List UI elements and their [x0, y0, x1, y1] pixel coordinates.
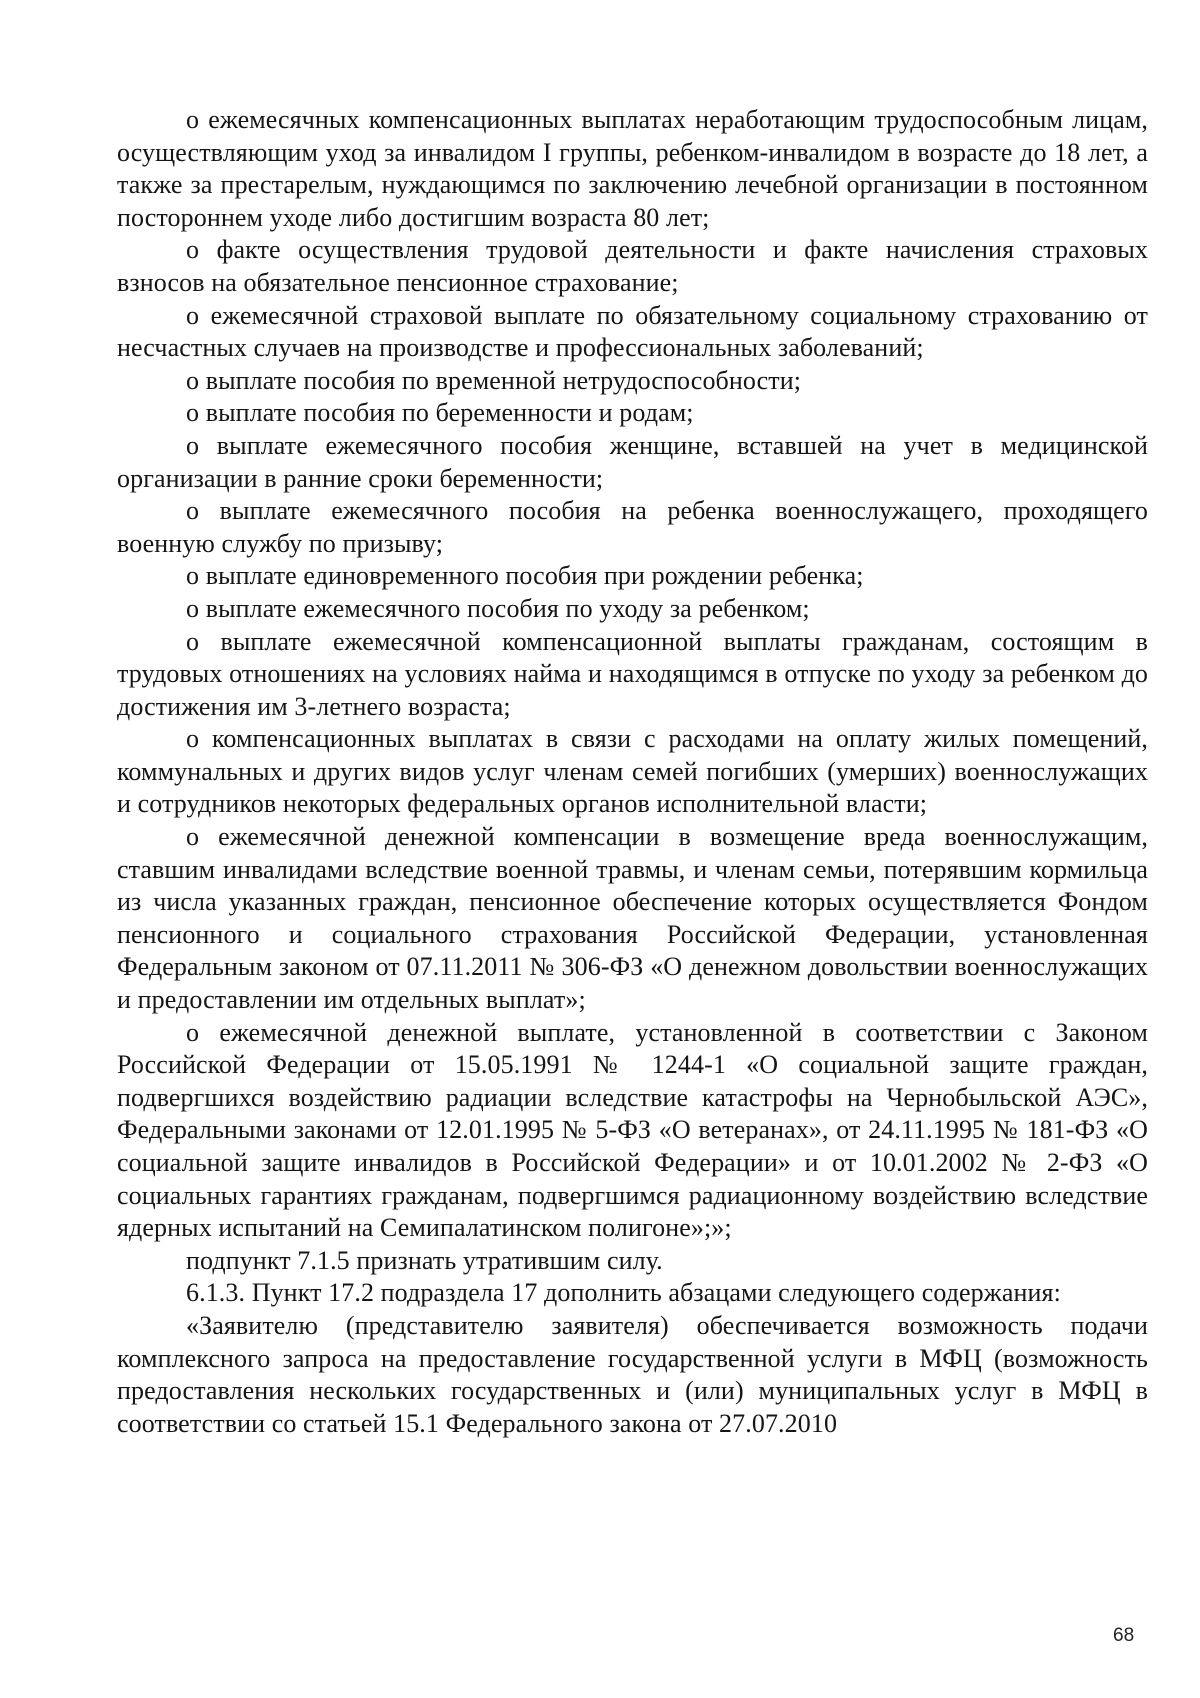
paragraph: о выплате ежемесячной компенсационной выплаты гражданам, состоящим в трудовых отношениях на условиях найма и находящимся в отпуске по уходу за ребенком до достижения им 3-летнего возраста;: [117, 626, 1148, 721]
paragraph: о ежемесячных компенсационных выплатах неработающим трудоспособным лицам, осуществляющим уход за инвалидом I группы, ребенком-инвалидом в возрасте до 18 лет, а также за престарелым, нуждающимся по заключению лечебной организации в постоянном постороннем уходе либо достигшим возраста 80 лет;: [117, 105, 1148, 232]
paragraph: о ежемесячной денежной компенсации в возмещение вреда военнослужащим, ставшим инвалидами вследствие военной травмы, и членам семьи, потерявшим кормильца из числа указанных граждан, пенсионное обеспечение которых осуществляется Фондом пенсионного и социального страхования Российской Федерации, установленная Федеральным законом от 07.11.2011 № 306-ФЗ «О денежном довольствии военнослужащих и предоставлении им отдельных выплат»;: [117, 822, 1148, 1015]
paragraph: о выплате пособия по беременности и родам;: [186, 398, 694, 428]
paragraph: о выплате ежемесячного пособия на ребенка военнослужащего, проходящего военную службу по призыву;: [117, 496, 1148, 558]
paragraph: «Заявителю (представителю заявителя) обеспечивается возможность подачи комплексного запроса на предоставление государственной услуги в МФЦ (возможность предоставления нескольких государственных и (или) муниципальных услуг в МФЦ в соответствии со статьей 15.1 Федерального закона от 27.07.2010: [117, 1310, 1148, 1438]
paragraph: о выплате ежемесячного пособия по уходу за ребенком;: [186, 593, 810, 623]
paragraph: о выплате пособия по временной нетрудоспособности;: [186, 365, 802, 395]
paragraph: о ежемесячной денежной выплате, установленной в соответствии с Законом Российской Федерации от 15.05.1991 № 1244-1 «О социальной защите граждан, подвергшихся воздействию радиации вследствие катастрофы на Чернобыльской АЭС», Федеральными законами от 12.01.1995 № 5-ФЗ «О ветеранах», от 24.11.1995 № 181-ФЗ «О социальной защите инвалидов в Российской Федерации» и от 10.01.2002 № 2-ФЗ «О социальных гарантиях гражданам, подвергшимся радиационному воздействию вследствие ядерных испытаний на Семипалатинском полигоне»;»;: [117, 1017, 1148, 1243]
paragraph: о ежемесячной страховой выплате по обязательному социальному страхованию от несчастных случаев на производстве и профессиональных заболеваний;: [117, 300, 1148, 363]
paragraph: подпункт 7.1.5 признать утратившим силу.: [186, 1245, 663, 1275]
paragraph: о выплате единовременного пособия при рождении ребенка;: [186, 561, 864, 591]
paragraph: о выплате ежемесячного пособия женщине, вставшей на учет в медицинской организации в ранние сроки беременности;: [117, 430, 1148, 493]
paragraph: о факте осуществления трудовой деятельности и факте начисления страховых взносов на обязательное пенсионное страхование;: [117, 235, 1148, 297]
document-body: [117, 104, 1148, 1440]
paragraph: о компенсационных выплатах в связи с расходами на оплату жилых помещений, коммунальных и других видов услуг членам семей погибших (умерших) военнослужащих и сотрудников некоторых федеральных органов исполнительной власти;: [117, 724, 1148, 819]
page-number: 68: [1113, 1625, 1135, 1646]
paragraph: 6.1.3. Пункт 17.2 подраздела 17 дополнить абзацами следующего содержания:: [186, 1278, 1061, 1308]
